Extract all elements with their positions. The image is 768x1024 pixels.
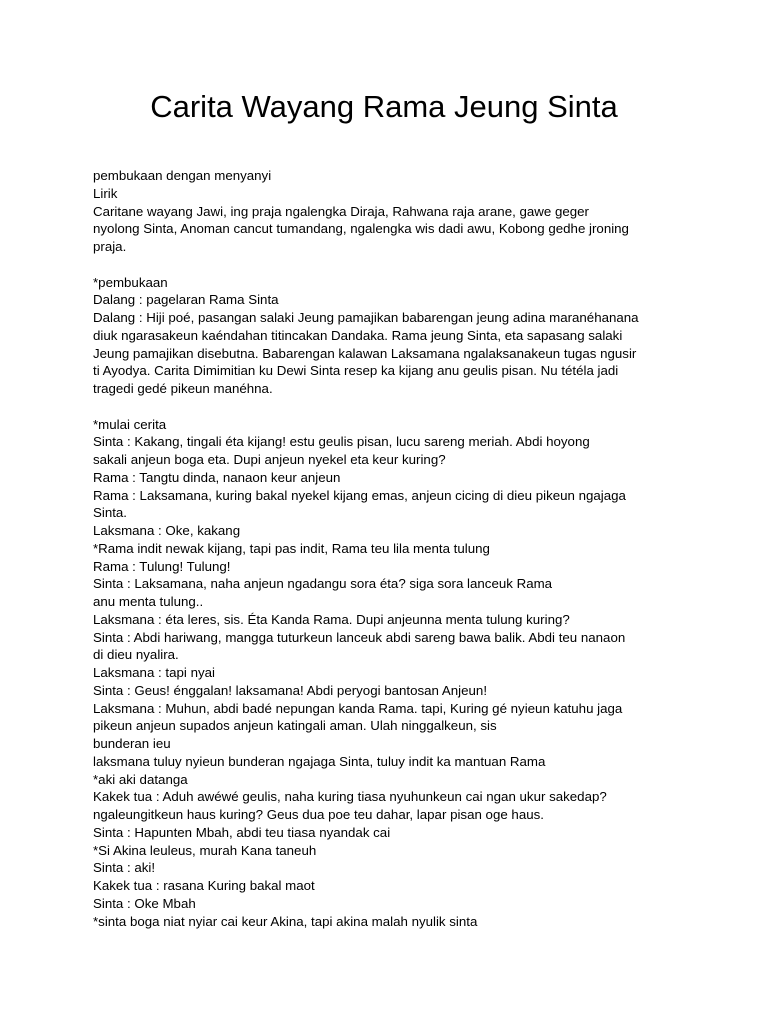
text-line: Jeung pamajikan disebutna. Babarengan kalawan Laksamana ngalaksanakeun tugas ngusir bbox=[93, 345, 637, 361]
text-line: *mulai cerita bbox=[93, 416, 167, 432]
text-line: pikeun anjeun supados anjeun katingali aman. Ulah ninggalkeun, sis bbox=[93, 718, 497, 734]
text-line: *aki aki datanga bbox=[93, 771, 188, 787]
text-line: Laksmana : éta leres, sis. Éta Kanda Rama. Dupi anjeunna menta tulung kuring? bbox=[93, 611, 570, 627]
text-line: ngaleungitkeun haus kuring? Geus dua poe teu dahar, lapar pisan oge haus. bbox=[93, 807, 544, 822]
text-line: Laksmana : Oke, kakang bbox=[93, 523, 241, 538]
page-title: Carita Wayang Rama Jeung Sinta bbox=[150, 89, 618, 124]
text-line: Sinta. bbox=[93, 505, 128, 521]
text-line: pembukaan dengan menyanyi bbox=[93, 168, 272, 183]
text-line: sakali anjeun boga eta. Dupi anjeun nyekel eta keur kuring? bbox=[93, 452, 446, 467]
text-line: Kakek tua : rasana Kuring bakal maot bbox=[93, 878, 315, 893]
text-line: Sinta : Kakang, tingali éta kijang! estu geulis pisan, lucu sareng meriah. Abdi hoyong bbox=[93, 434, 590, 450]
text-line: Rama : Tangtu dinda, nanaon keur anjeun bbox=[93, 469, 341, 485]
text-line: di dieu nyalira. bbox=[93, 647, 179, 663]
text-line: Rama : Tulung! Tulung! bbox=[93, 558, 231, 574]
text-line: Sinta : Laksamana, naha anjeun ngadangu sora éta? siga sora lanceuk Rama bbox=[93, 576, 553, 592]
text-line: Lirik bbox=[93, 185, 118, 201]
text-line: Laksmana : Muhun, abdi badé nepungan kanda Rama. tapi, Kuring gé nyieun katuhu jaga bbox=[93, 700, 623, 716]
text-line: Sinta : Geus! énggalan! laksamana! Abdi peryogi bantosan Anjeun! bbox=[93, 682, 488, 698]
text-line: Dalang : pagelaran Rama Sinta bbox=[93, 292, 279, 308]
text-line: Caritane wayang Jawi, ing praja ngalengka Diraja, Rahwana raja arane, gawe geger bbox=[93, 203, 589, 219]
text-line: *Si Akina leuleus, murah Kana taneuh bbox=[93, 842, 317, 858]
text-line: Sinta : Abdi hariwang, mangga tuturkeun lanceuk abdi sareng bawa balik. Abdi teu nanaon bbox=[93, 629, 626, 645]
text-line: nyolong Sinta, Anoman cancut tumandang, ngalengka wis dadi awu, Kobong gedhe jroning bbox=[93, 221, 629, 237]
text-line: laksmana tuluy nyieun bunderan ngajaga Sinta, tuluy indit ka mantuan Rama bbox=[93, 753, 546, 769]
text-line bbox=[93, 256, 693, 274]
text-line: bunderan ieu bbox=[93, 736, 171, 751]
text-line: Rama : Laksamana, kuring bakal nyekel kijang emas, anjeun cicing di dieu pikeun ngajaga bbox=[93, 487, 626, 503]
text-line bbox=[93, 398, 693, 416]
text-line: Sinta : aki! bbox=[93, 860, 156, 876]
text-line: anu menta tulung.. bbox=[93, 594, 204, 609]
text-line: *sinta boga niat nyiar cai keur Akina, tapi akina malah nyulik sinta bbox=[93, 913, 478, 929]
text-line: diuk ngarasakeun kaéndahan titincakan Dandaka. Rama jeung Sinta, eta sapasang salaki bbox=[93, 327, 623, 343]
text-line: Sinta : Hapunten Mbah, abdi teu tiasa nyandak cai bbox=[93, 824, 391, 840]
text-line: Dalang : Hiji poé, pasangan salaki Jeung pamajikan babarengan jeung adina maranéhanana bbox=[93, 310, 639, 325]
text-line: praja. bbox=[93, 239, 127, 254]
text-line: *Rama indit newak kijang, tapi pas indit, Rama teu lila menta tulung bbox=[93, 540, 490, 556]
document-body bbox=[93, 167, 693, 930]
text-line: tragedi gedé pikeun manéhna. bbox=[93, 381, 273, 396]
text-line: Laksmana : tapi nyai bbox=[93, 665, 215, 680]
text-line: *pembukaan bbox=[93, 274, 168, 290]
text-line: ti Ayodya. Carita Dimimitian ku Dewi Sinta resep ka kijang anu geulis pisan. Nu tétéla jadi bbox=[93, 363, 619, 379]
text-line: Kakek tua : Aduh awéwé geulis, naha kuring tiasa nyuhunkeun cai ngan ukur sakedap? bbox=[93, 789, 607, 805]
text-line: Sinta : Oke Mbah bbox=[93, 895, 196, 911]
